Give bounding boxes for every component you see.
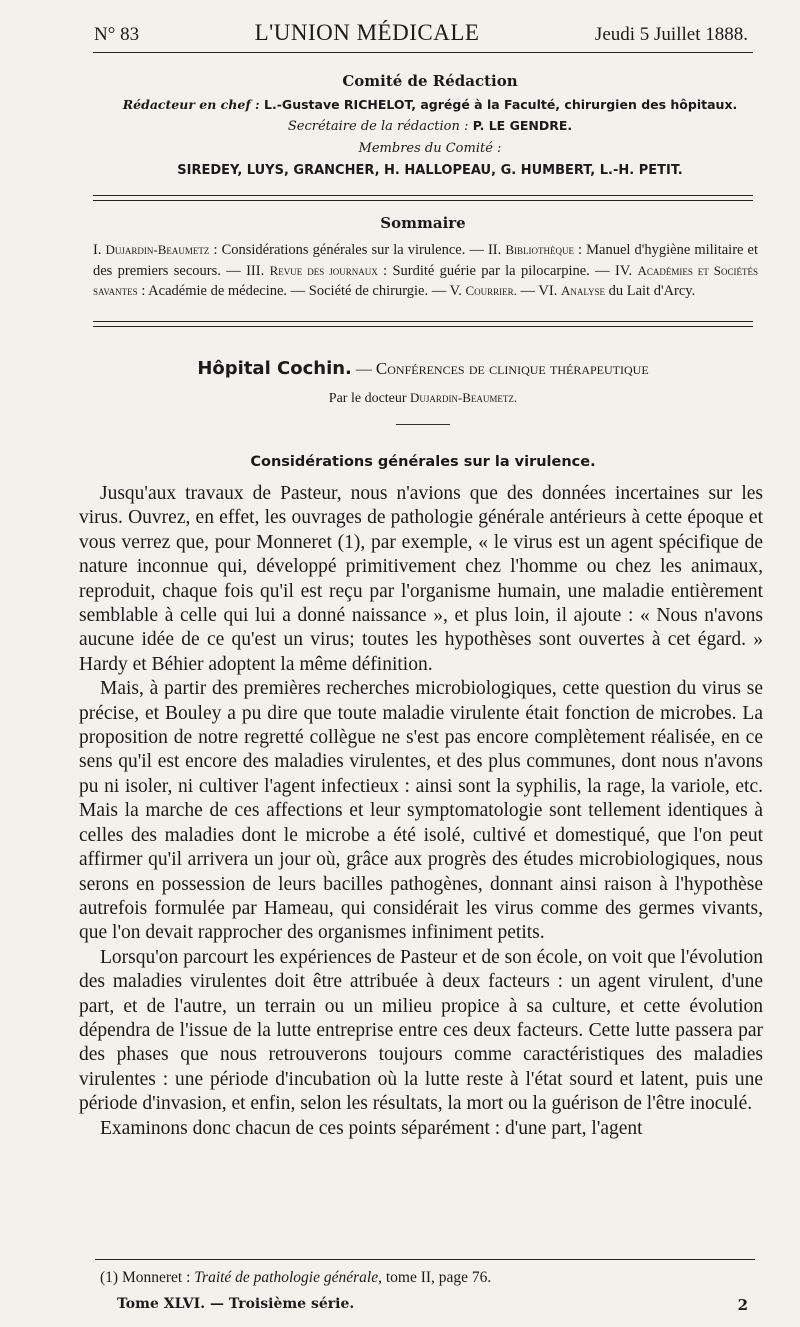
committee-members: SIREDEY, LUYS, GRANCHER, H. HALLOPEAU, G. HUMBERT, L.-H. PETIT. — [177, 163, 683, 178]
summary-rule-bottom-2 — [93, 326, 753, 327]
paragraph: Jusqu'aux travaux de Pasteur, nous n'avions que des données incertaines sur les virus. Ouvrez, en effet, les ouvrages de pathologie générale antérieurs à cette époque et vous verrez que, pour Monneret (1), par exemple, « le virus est un agent spécifique de nature inconnue qui, développé primitivement chez l'homme ou chez les animaux, reproduit, chaque fois qu'il est reçu par l'organisme humain, une maladie entièrement semblable à celle qui lui a donné naissance », et plus loin, il ajoute : « Nous n'avons aucune idée de ce qu'est un virus; toutes les hypothèses sont ouvertes à cet égard. » Hardy et Béhier adoptent la même définition. — [79, 483, 763, 675]
secretary: P. LE GENDRE. — [472, 118, 573, 133]
summary-heading: Académies et Sociétés savantes — [93, 262, 759, 298]
article-heading — [93, 358, 753, 379]
volume-info: Tome XLVI. — Troisième série. — [117, 1296, 355, 1312]
summary-num: IV. — [615, 262, 638, 279]
editorial-committee — [100, 72, 760, 182]
summary-separator: — — [516, 283, 539, 299]
byline-author: Dujardin-Beaumetz. — [410, 390, 518, 405]
summary-rule-bottom — [93, 321, 753, 322]
summary-rule-top — [93, 195, 753, 196]
journal-title: L'UNION MÉDICALE — [254, 20, 480, 45]
header-rule — [93, 52, 753, 53]
summary-item-text: : Manuel d'hygiène militaire et des premiers secours. — — [93, 242, 758, 279]
chief-editor: L.-Gustave RICHELOT, agrégé à la Faculté, chirurgien des hôpitaux. — [264, 97, 738, 112]
paragraph: Mais, à partir des premières recherches microbiologiques, cette question du virus se précise, et Bouley a pu dire que toute maladie virulente était fonction de microbes. La proposition de notre regretté collègue ne s'est pas encore complètement réalisée, en ce sens qu'il est encore des maladies virulentes, et des plus communes, dont nous n'avons pu ni isoler, ni cultiver l'agent infectieux : ainsi sont la syphilis, la rage, la variole, etc. Mais la marche de ces affections et leur symptomatologie sont tellement identiques à celles des maladies dont le microbe a été isolé, cultivé et domestiqué, que l'on peut affirmer qu'il arrivera un jour où, grâce aux progrès des études microbiologiques, nous serons en possession de leurs bacilles pathogènes, donnant ainsi raison à l'hypothèse autrefois formulée par Hameau, qui considérait les virus comme des germes vivants, que l'on devait rapprocher des organismes infiniment petits. — [79, 678, 763, 944]
footnote-rest: tome II, page 76. — [381, 1269, 492, 1286]
summary-heading: Courrier. — [465, 283, 517, 298]
page-number: 2 — [737, 1296, 748, 1314]
summary-num: V. — [449, 283, 466, 299]
footnote-marker: (1) Monneret : — [100, 1269, 195, 1286]
byline-divider — [396, 424, 450, 425]
conference-title: Conférences de clinique thérapeutique — [375, 359, 649, 378]
secretary-line — [100, 115, 760, 138]
section-title: Considérations générales sur la virulence. — [250, 454, 596, 470]
secretary-label: Secrétaire de la rédaction : — [287, 119, 469, 134]
summary-num: II. — [487, 242, 506, 258]
byline — [93, 390, 753, 407]
footnote-title: Traité de pathologie générale, — [194, 1269, 382, 1286]
hospital-name: Hôpital Cochin. — [197, 358, 352, 379]
footnote — [100, 1269, 491, 1287]
summary-rule-top-2 — [93, 200, 753, 201]
summary-author: Dujardin-Beaumetz — [105, 242, 210, 257]
summary-heading: Analyse — [560, 283, 605, 298]
summary-heading: Revue des journaux — [269, 262, 378, 278]
summary-text — [93, 240, 758, 302]
paragraph: Examinons donc chacun de ces points séparément : d'une part, l'agent — [100, 1117, 643, 1139]
summary-title: Sommaire — [380, 214, 466, 232]
summary-heading: Bibliothèque — [505, 242, 574, 257]
page-footer — [117, 1296, 748, 1314]
summary-item-text: : Surdité guérie par la pilocarpine. — — [377, 262, 616, 279]
chief-editor-label: Rédacteur en chef : — [122, 97, 260, 112]
paragraph: Lorsqu'on parcourt les expériences de Pasteur et de son école, on voit que l'évolution des maladies virulentes doit être attribuée à deux facteurs : un agent virulent, d'une part, et de l'autre, un terrain ou un milieu propice à sa culture, et cette évolution dépendra de l'issue de la lutte entreprise entre ces deux facteurs. Cette lutte passera par des phases que nous retrouverons toujours comme caractéristiques des maladies virulentes : une période d'incubation où la lutte reste à l'état sourd et latent, puis une période d'invasion, et enfin, selon les résultats, la mort ou la guérison de l'être inoculé. — [79, 946, 763, 1115]
article-body — [79, 482, 763, 1141]
summary-num: III. — [246, 262, 270, 279]
byline-prefix: Par le docteur — [328, 391, 411, 406]
summary-num: VI. — [538, 283, 561, 299]
committee-title: Comité de Rédaction — [342, 72, 518, 90]
members-label: Membres du Comité : — [358, 141, 502, 156]
summary-num: I. — [93, 242, 106, 258]
heading-dash: — — [351, 361, 376, 378]
footnote-rule — [95, 1259, 755, 1260]
summary-item-text: : Académie de médecine. — Société de chirurgie. — — [137, 283, 450, 299]
summary-item-text: : Considérations générales sur la virulence. — — [209, 242, 488, 258]
chief-editor-line — [100, 94, 760, 115]
running-header — [94, 20, 748, 48]
issue-number: N° 83 — [94, 24, 140, 45]
summary-item-text: du Lait d'Arcy. — [604, 283, 696, 299]
issue-date: Jeudi 5 Juillet 1888. — [594, 24, 748, 45]
